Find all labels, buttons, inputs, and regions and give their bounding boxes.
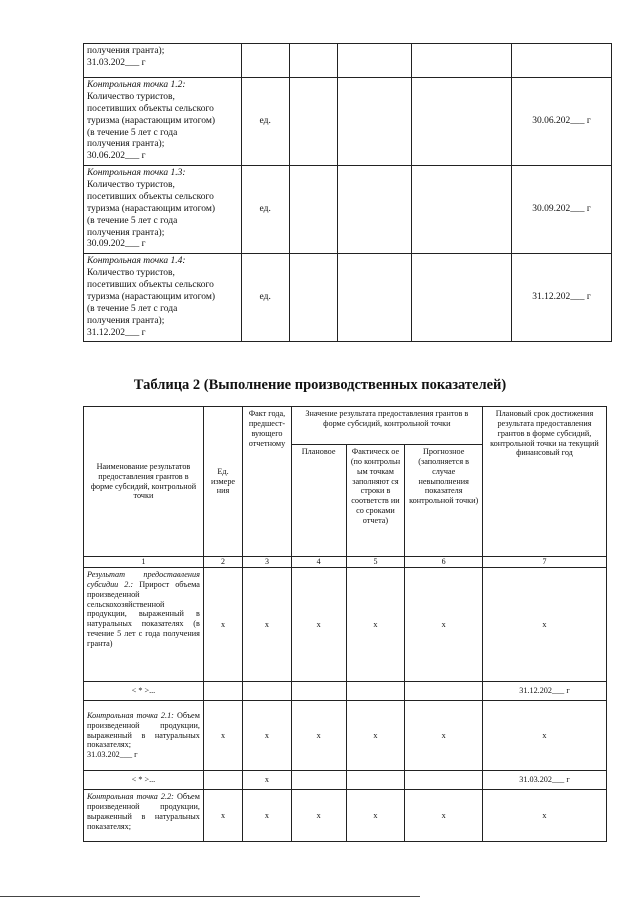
date-cell: 30.09.202___ г xyxy=(512,166,612,254)
desc-line: (в течение 5 лет с года xyxy=(87,127,178,138)
header-row xyxy=(84,407,607,445)
header-actual: Фактическ ое (по контрольн ым точкам заполняют ся строки в соответств ии со сроками отчета) xyxy=(346,445,405,557)
cell xyxy=(289,78,337,166)
x-mark: x xyxy=(405,701,483,771)
table-row xyxy=(84,254,612,342)
control-point-text: Объем произведенной продукции, выраженный в натуральных показателях; xyxy=(87,792,200,831)
cell xyxy=(412,254,512,342)
cell xyxy=(337,78,412,166)
column-number: 3 xyxy=(243,557,292,568)
cell xyxy=(289,254,337,342)
desc-line: посетивших объекты сельского xyxy=(87,103,214,114)
desc-line: туризма (нарастающим итогом) xyxy=(87,203,216,214)
x-mark: x xyxy=(482,790,606,842)
x-mark: x xyxy=(203,790,242,842)
result-title: Результат предоставления субсидии 2.: xyxy=(87,570,200,589)
desc-line: посетивших объекты сельского xyxy=(87,191,214,202)
placeholder-label: < * >... xyxy=(84,682,204,701)
control-point-date: 31.03.202___ г xyxy=(87,750,138,760)
x-mark: x xyxy=(482,701,606,771)
header-forecast: Прогнозное (заполняется в случае невыполнения показателя контрольной точки) xyxy=(405,445,483,557)
x-mark: x xyxy=(203,568,242,682)
desc-line: (в течение 5 лет с года xyxy=(87,303,178,314)
column-number: 5 xyxy=(346,557,405,568)
cell xyxy=(346,771,405,790)
control-point-2-1 xyxy=(84,701,204,771)
row-description xyxy=(84,44,242,78)
desc-line: туризма (нарастающим итогом) xyxy=(87,115,216,126)
x-mark: x xyxy=(243,790,292,842)
cell xyxy=(337,254,412,342)
desc-line: Количество туристов, xyxy=(87,180,175,190)
cell xyxy=(291,771,346,790)
header-fact: Факт года, предшест- вующего отчетному xyxy=(243,407,292,557)
control-point-title: Контрольная точка 2.2: xyxy=(87,792,174,801)
unit-cell: ед. xyxy=(241,254,289,342)
header-deadline: Плановый срок достижения результата предоставления грантов в форме субсидий, контрольной точки на текущий финансовый год xyxy=(482,407,606,557)
x-mark: x xyxy=(346,568,405,682)
x-mark: x xyxy=(291,790,346,842)
cell xyxy=(412,44,512,78)
table-2-caption: Таблица 2 (Выполнение производственных показателей) xyxy=(133,377,507,393)
unit-cell: ед. xyxy=(241,78,289,166)
cell xyxy=(346,682,405,701)
x-mark: x xyxy=(405,568,483,682)
desc-line: получения гранта); xyxy=(87,139,165,150)
x-mark: x xyxy=(243,568,292,682)
desc-line: 30.09.202___ г xyxy=(87,239,146,250)
x-mark: x xyxy=(346,790,405,842)
table-row xyxy=(84,771,607,790)
cell xyxy=(512,44,612,78)
column-numbers-row xyxy=(84,557,607,568)
desc-line: Количество туристов, xyxy=(87,91,175,102)
desc-line: Количество туристов, xyxy=(87,268,175,279)
desc-line: получения гранта); xyxy=(87,46,165,56)
desc-line: 31.03.202___ г xyxy=(87,57,146,68)
cell xyxy=(289,166,337,254)
x-mark: x xyxy=(346,701,405,771)
cell xyxy=(405,771,483,790)
date-cell: 30.06.202___ г xyxy=(512,78,612,166)
table-row xyxy=(84,568,607,682)
x-mark: x xyxy=(243,771,292,790)
placeholder-label: < * >... xyxy=(84,771,204,790)
desc-line: 30.06.202___ г xyxy=(87,151,146,162)
date-cell: 31.03.202___ г xyxy=(482,771,606,790)
control-point-title: Контрольная точка 1.4: xyxy=(87,256,186,267)
table-row xyxy=(84,44,612,78)
cell xyxy=(243,682,292,701)
column-number: 6 xyxy=(405,557,483,568)
header-value-group: Значение результата предоставления грантов в форме субсидий, контрольной точки xyxy=(291,407,482,445)
header-planned: Плановое xyxy=(291,445,346,557)
x-mark: x xyxy=(291,701,346,771)
cell xyxy=(291,682,346,701)
desc-line: (в течение 5 лет с года xyxy=(87,215,178,226)
control-point-title: Контрольная точка 1.3: xyxy=(87,168,186,179)
control-point-title: Контрольная точка 1.2: xyxy=(87,80,186,90)
x-mark: x xyxy=(405,790,483,842)
control-point-text: Объем произведенной продукции, выраженный в натуральных показателях; xyxy=(87,710,200,750)
column-number: 2 xyxy=(203,557,242,568)
table-2 xyxy=(83,406,607,842)
row-description xyxy=(84,254,242,342)
cell xyxy=(337,44,412,78)
cell xyxy=(203,771,242,790)
control-point-2-2 xyxy=(84,790,204,842)
x-mark: x xyxy=(243,701,292,771)
cell xyxy=(203,682,242,701)
table-row xyxy=(84,78,612,166)
row-description xyxy=(84,166,242,254)
table-row xyxy=(84,790,607,842)
desc-line: получения гранта); xyxy=(87,227,165,238)
desc-line: 31.12.202___ г xyxy=(87,327,146,338)
x-mark: x xyxy=(203,701,242,771)
cell xyxy=(412,78,512,166)
column-number: 4 xyxy=(291,557,346,568)
desc-line: посетивших объекты сельского xyxy=(87,280,214,290)
desc-line: туризма (нарастающим итогом) xyxy=(87,291,216,302)
date-cell: 31.12.202___ г xyxy=(482,682,606,701)
table-row xyxy=(84,701,607,771)
x-mark: x xyxy=(291,568,346,682)
result-text: Прирост объема произведенной сельскохозяйственной продукции, выраженный в натуральных показателях (в течение 5 лет с года получения гранта) xyxy=(87,579,200,648)
column-number: 7 xyxy=(482,557,606,568)
cell xyxy=(405,682,483,701)
result-2-description xyxy=(84,568,204,682)
header-name: Наименование результатов предоставления грантов в форме субсидий, контрольной точки xyxy=(84,407,204,557)
column-number: 1 xyxy=(84,557,204,568)
cell xyxy=(337,166,412,254)
cell xyxy=(289,44,337,78)
cell xyxy=(412,166,512,254)
x-mark: x xyxy=(482,568,606,682)
table-row xyxy=(84,682,607,701)
header-unit: Ед. измере ния xyxy=(203,407,242,557)
control-point-title: Контрольная точка 2.1: xyxy=(87,710,174,720)
footnote-divider xyxy=(0,896,420,897)
row-description xyxy=(84,78,242,166)
date-cell: 31.12.202___ г xyxy=(512,254,612,342)
table-1 xyxy=(83,43,612,342)
unit-cell: ед. xyxy=(241,166,289,254)
cell xyxy=(241,44,289,78)
desc-line: получения гранта); xyxy=(87,315,165,326)
table-row xyxy=(84,166,612,254)
